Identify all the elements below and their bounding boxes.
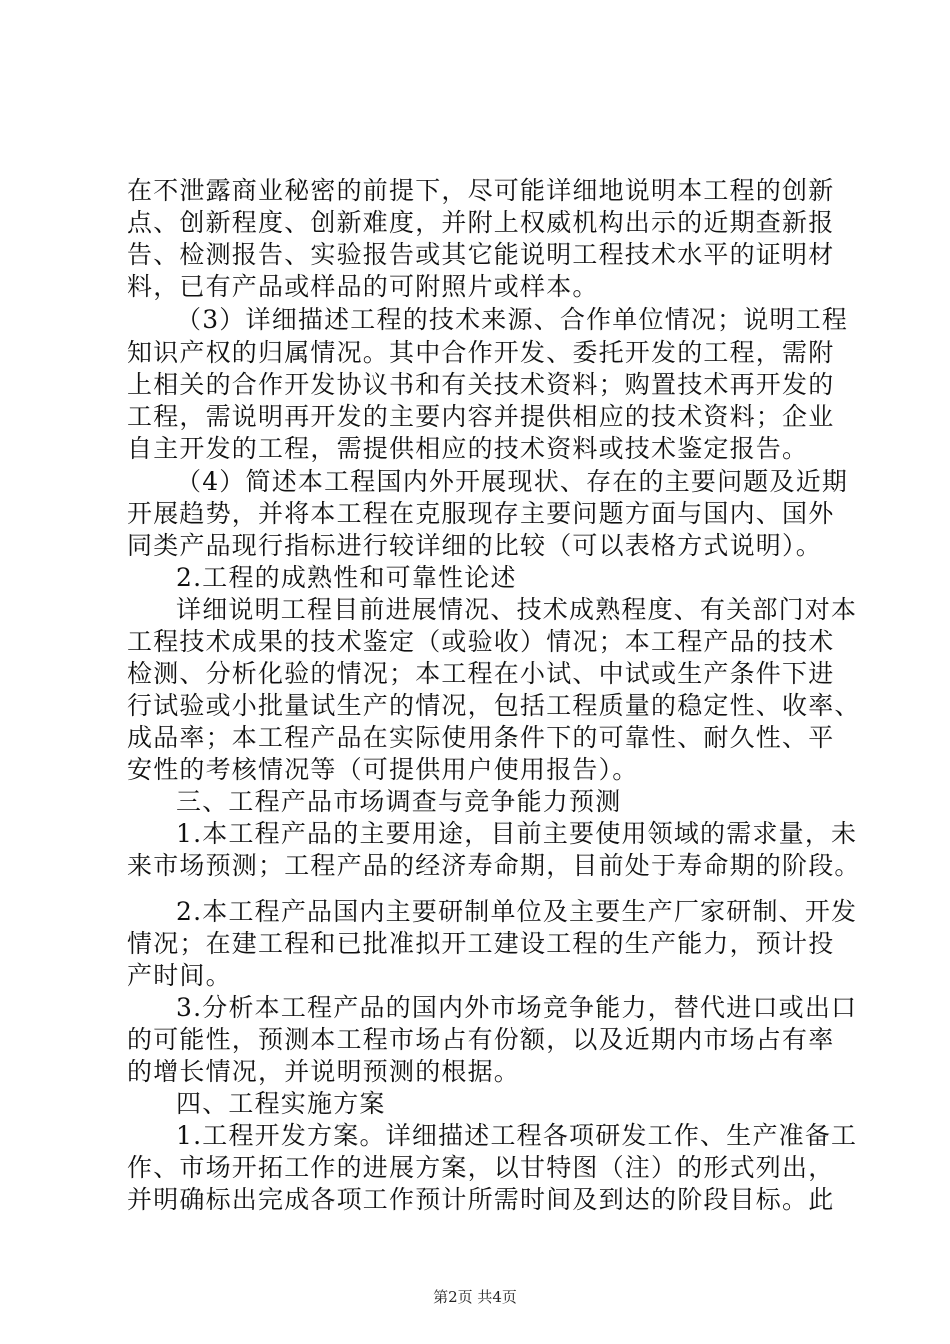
text-line: 作、市场开拓工作的进展方案，以甘特图（注）的形式列出， bbox=[127, 1153, 835, 1182]
text-line: （3）详细描述工程的技术来源、合作单位情况；说明工程 bbox=[176, 305, 849, 334]
text-line: 上相关的合作开发协议书和有关技术资料；购置技术再开发的 bbox=[127, 370, 835, 399]
text-line: 工程技术成果的技术鉴定（或验收）情况；本工程产品的技术 bbox=[127, 627, 835, 656]
text-line: 告、检测报告、实验报告或其它能说明工程技术水平的证明材 bbox=[127, 240, 835, 269]
page-footer: 第2页 共4页 bbox=[433, 1288, 517, 1306]
text-line: 产时间。 bbox=[127, 961, 232, 990]
text-line: 来市场预测；工程产品的经济寿命期，目前处于寿命期的阶段。 bbox=[127, 851, 861, 880]
text-line: 安性的考核情况等（可提供用户使用报告）。 bbox=[127, 755, 639, 784]
text-line: 成品率；本工程产品在实际使用条件下的可靠性、耐久性、平 bbox=[127, 723, 835, 752]
text-line: 同类产品现行指标进行较详细的比较（可以表格方式说明）。 bbox=[127, 531, 822, 560]
text-line: 1.本工程产品的主要用途，目前主要使用领域的需求量，未 bbox=[176, 819, 858, 848]
text-line: 料，已有产品或样品的可附照片或样本。 bbox=[127, 272, 599, 301]
text-line: 工程，需说明再开发的主要内容并提供相应的技术资料；企业 bbox=[127, 402, 835, 431]
text-line: 的可能性，预测本工程市场占有份额，以及近期内市场占有率 bbox=[127, 1025, 835, 1054]
text-line: 2.本工程产品国内主要研制单位及主要生产厂家研制、开发 bbox=[176, 897, 858, 926]
text-line: 并明确标出完成各项工作预计所需时间及到达的阶段目标。此 bbox=[127, 1185, 835, 1214]
text-line: 详细说明工程目前进展情况、技术成熟程度、有关部门对本 bbox=[176, 595, 858, 624]
text-line: （4）简述本工程国内外开展现状、存在的主要问题及近期 bbox=[176, 467, 849, 496]
text-line: 开展趋势，并将本工程在克服现存主要问题方面与国内、国外 bbox=[127, 499, 835, 528]
text-line: 点、创新程度、创新难度，并附上权威机构出示的近期查新报 bbox=[127, 208, 835, 237]
text-line: 情况；在建工程和已批准拟开工建设工程的生产能力，预计投 bbox=[127, 929, 835, 958]
text-line: 在不泄露商业秘密的前提下，尽可能详细地说明本工程的创新 bbox=[127, 176, 835, 205]
text-line: 三、工程产品市场调查与竞争能力预测 bbox=[176, 787, 622, 816]
text-line: 3.分析本工程产品的国内外市场竞争能力，替代进口或出口 bbox=[176, 993, 858, 1022]
text-line: 1.工程开发方案。详细描述工程各项研发工作、生产准备工 bbox=[176, 1121, 858, 1150]
text-line: 检测、分析化验的情况；本工程在小试、中试或生产条件下进 bbox=[127, 659, 835, 688]
text-line: 知识产权的归属情况。其中合作开发、委托开发的工程，需附 bbox=[127, 338, 835, 367]
text-line: 2.工程的成熟性和可靠性论述 bbox=[176, 563, 517, 592]
text-line: 四、工程实施方案 bbox=[176, 1089, 386, 1118]
text-line: 的增长情况，并说明预测的根据。 bbox=[127, 1057, 521, 1086]
text-line: 自主开发的工程，需提供相应的技术资料或技术鉴定报告。 bbox=[127, 434, 809, 463]
text-line: 行试验或小批量试生产的情况，包括工程质量的稳定性、收率、 bbox=[127, 691, 861, 720]
